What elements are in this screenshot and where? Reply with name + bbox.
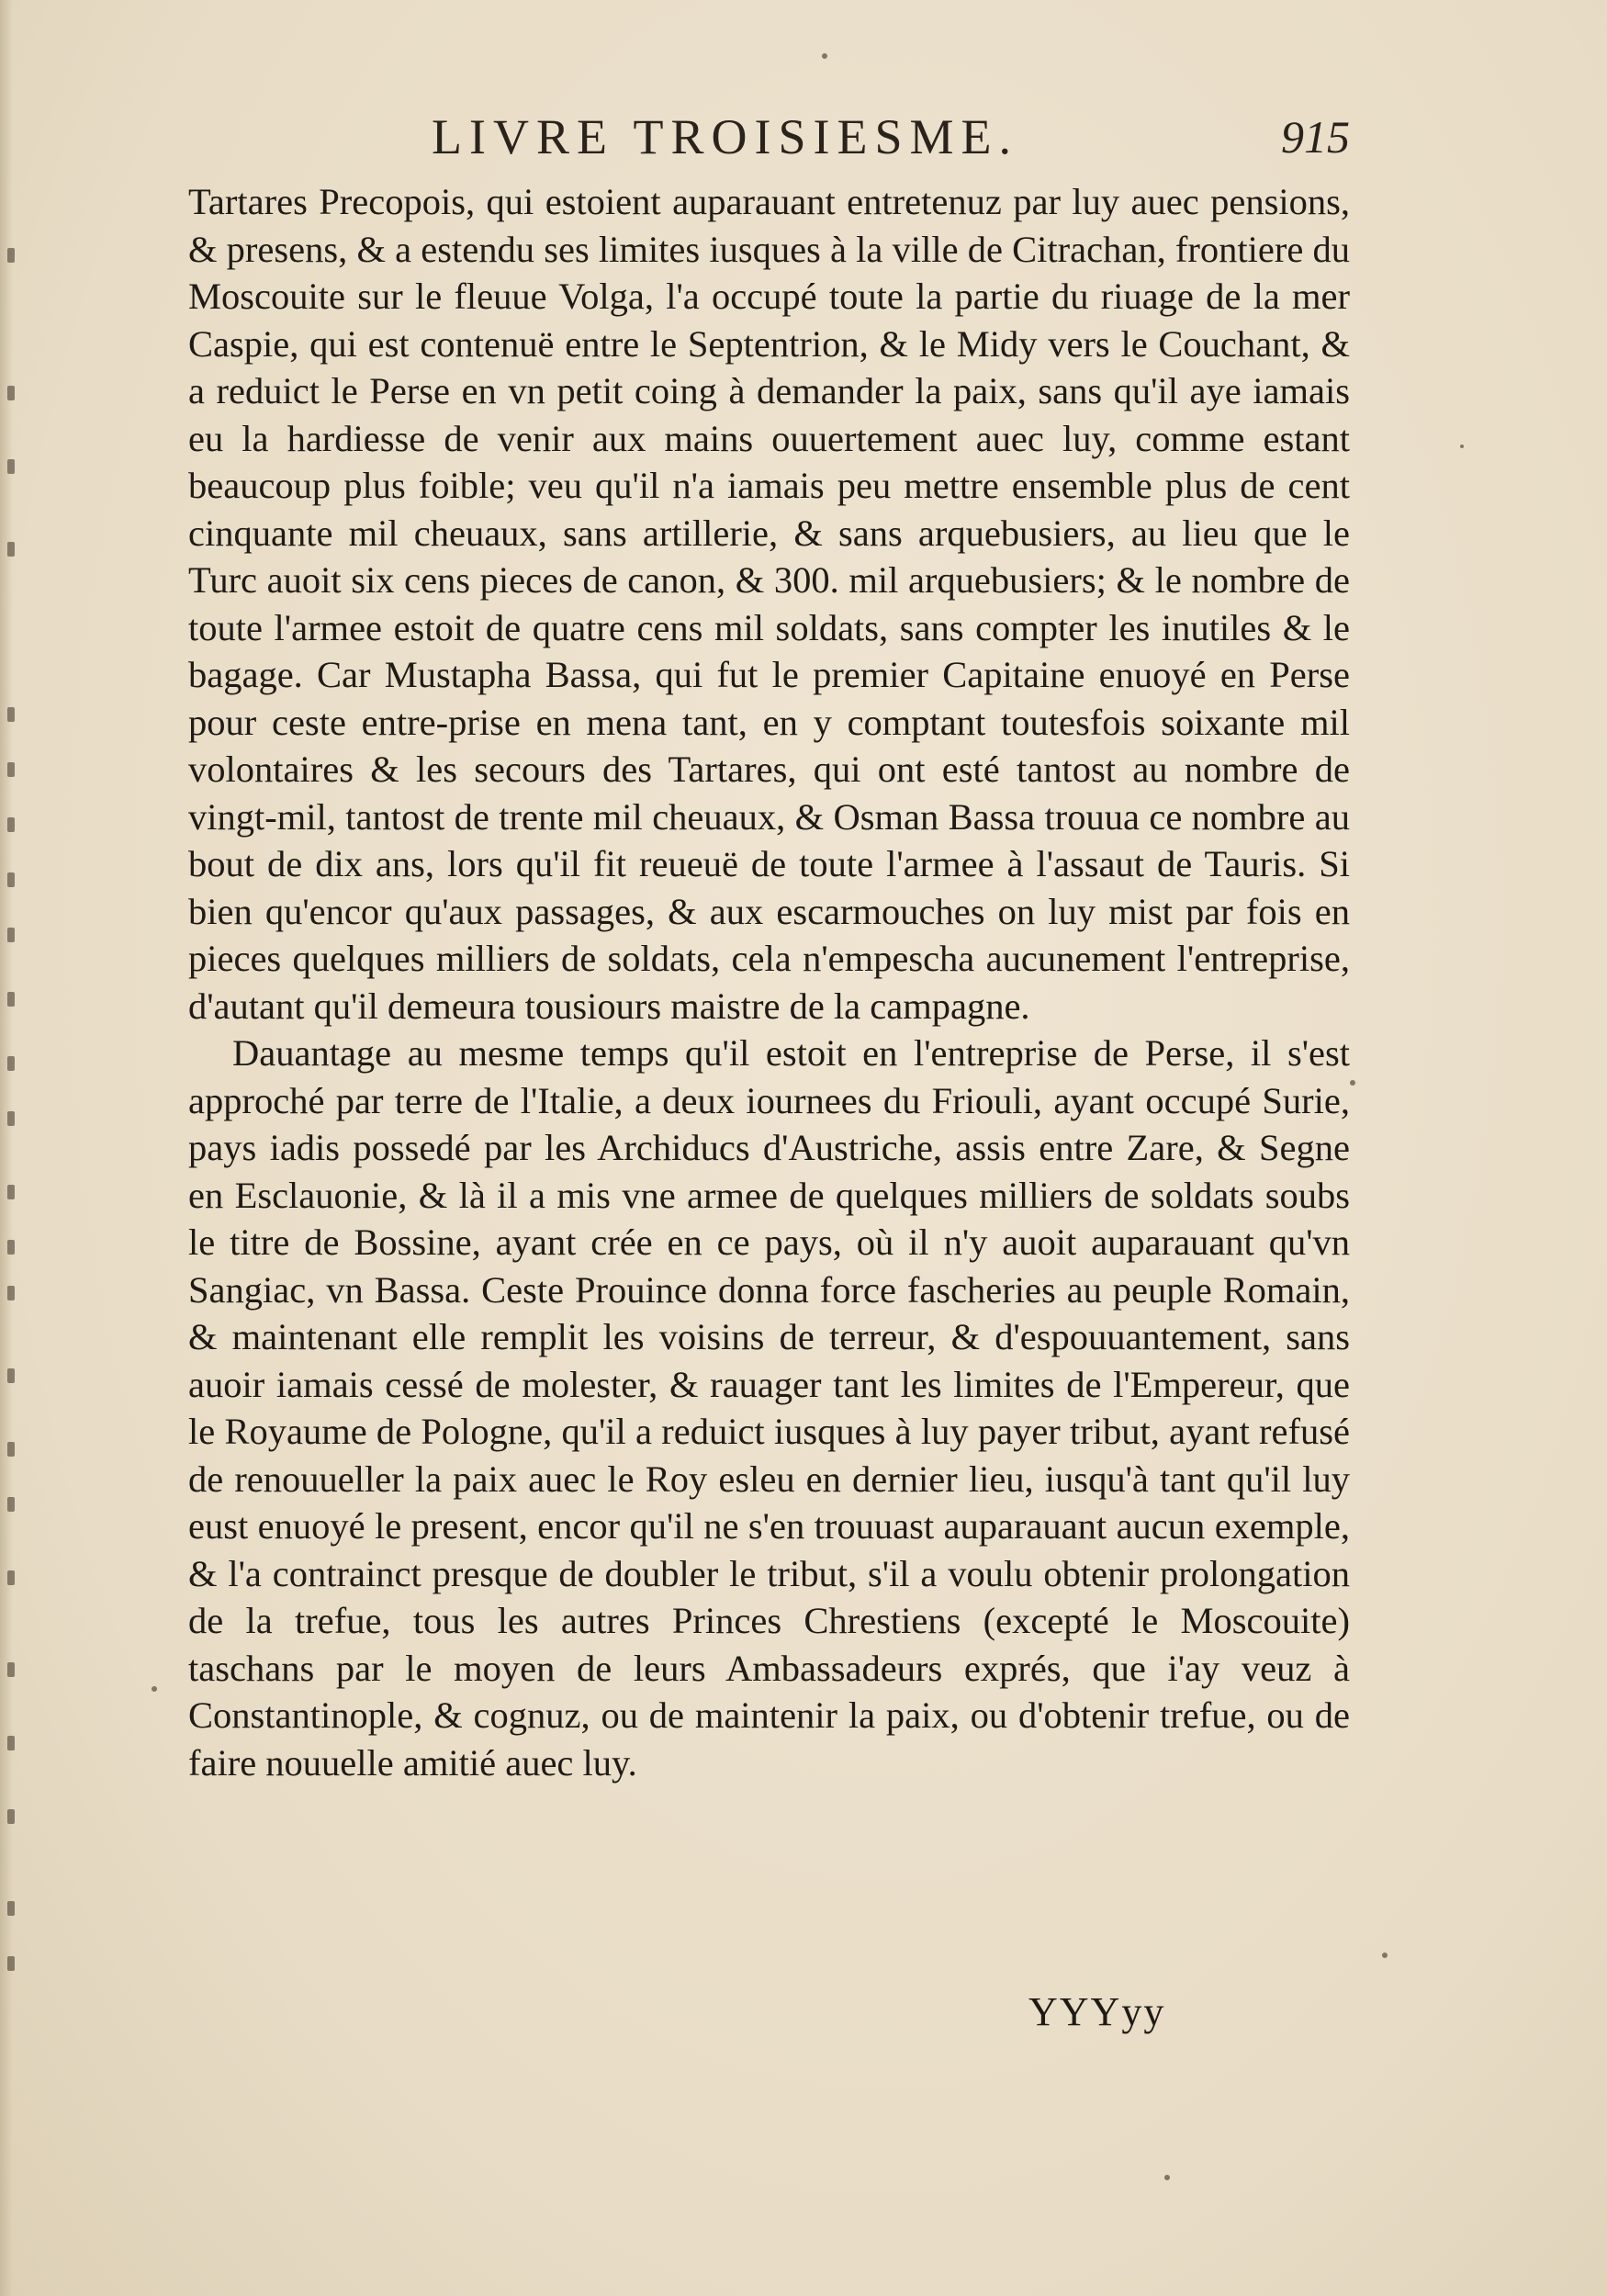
running-title: LIVRE TROISIESME. [432, 109, 1019, 164]
gutter-bleedthrough-marks [4, 230, 24, 1975]
paragraph: Dauantage au mesme temps qu'il estoit en l'entreprise de Perse, il s'est approché par terre de l'Italie, a deux iournees du Friouli, ayant occupé Surie, pays iadis possedé par les Archiducs d'Austriche, assis entre Zare, & Segne en Esclauonie, & là il a mis vne armee de quelques milliers de soldats soubs le titre de Bossine, ayant crée en ce pays, où il n'y auoit auparauant qu'vn Sangiac, vn Bassa. Ceste Prouince donna force fascheries au peuple Romain, & maintenant elle remplit les voisins de terreur, & d'espouuantement, sans auoir iamais cessé de molester, & rauager tant les limites de l'Empereur, que le Royaume de Pologne, qu'il a reduict iusques à luy payer tribut, ayant refusé de renouueller la paix auec le Roy esleu en dernier lieu, iusqu'à tant qu'il luy eust enuoyé le present, encor qu'il ne s'en trouuast auparauant aucun exemple, & l'a contrainct presque de doubler le tribut, s'il a voulu obtenir prolongation de la trefue, tous les autres Princes Chrestiens (excepté le Moscouite) taschans par le moyen de leurs Ambassadeurs exprés, que i'ay veuz à Constantinople, & cognuz, ou de maintenir la paix, ou d'obtenir trefue, ou de faire nouuelle amitié auec luy. [188, 1032, 1350, 1784]
catchword-signature: YYYyy [1028, 1989, 1166, 2034]
page-header [432, 108, 1350, 173]
page-number: 915 [1281, 111, 1350, 163]
paragraph: Tartares Precopois, qui estoient auparauant entretenuz par luy auec pensions, & presens, & a estendu ses limites iusques à la ville de Citrachan, frontiere du Moscouite sur le fleuue Volga, l'a occupé toute la partie du riuage de la mer Caspie, qui est contenuë entre le Septentrion, & le Midy vers le Couchant, & a reduict le Perse en vn petit coing à demander la paix, sans qu'il aye iamais eu la hardiesse de venir aux mains ouuertement auec luy, comme estant beaucoup plus foible; veu qu'il n'a iamais peu mettre ensemble plus de cent cinquante mil cheuaux, sans artillerie, & sans arquebusiers, au lieu que le Turc auoit six cens pieces de canon, & 300. mil arquebusiers; & le nombre de toute l'armee estoit de quatre cens mil soldats, sans compter les inutiles & le bagage. Car Mustapha Bassa, qui fut le premier Capitaine enuoyé en Perse pour ceste entre-prise en mena tant, en y comptant toutesfois soixante mil volontaires & les secours des Tartares, qui ont esté tantost au nombre de vingt-mil, tantost de trente mil cheuaux, & Osman Bassa trouua ce nombre au bout de dix ans, lors qu'il fit reueuë de toute l'armee à l'assaut de Tauris. Si bien qu'encor qu'aux passages, & aux escarmouches on luy mist par fois en pieces quelques milliers de soldats, cela n'empescha aucunement l'entreprise, d'autant qu'il demeura tousiours maistre de la campagne. [188, 181, 1350, 1027]
text-body [188, 178, 1350, 1786]
